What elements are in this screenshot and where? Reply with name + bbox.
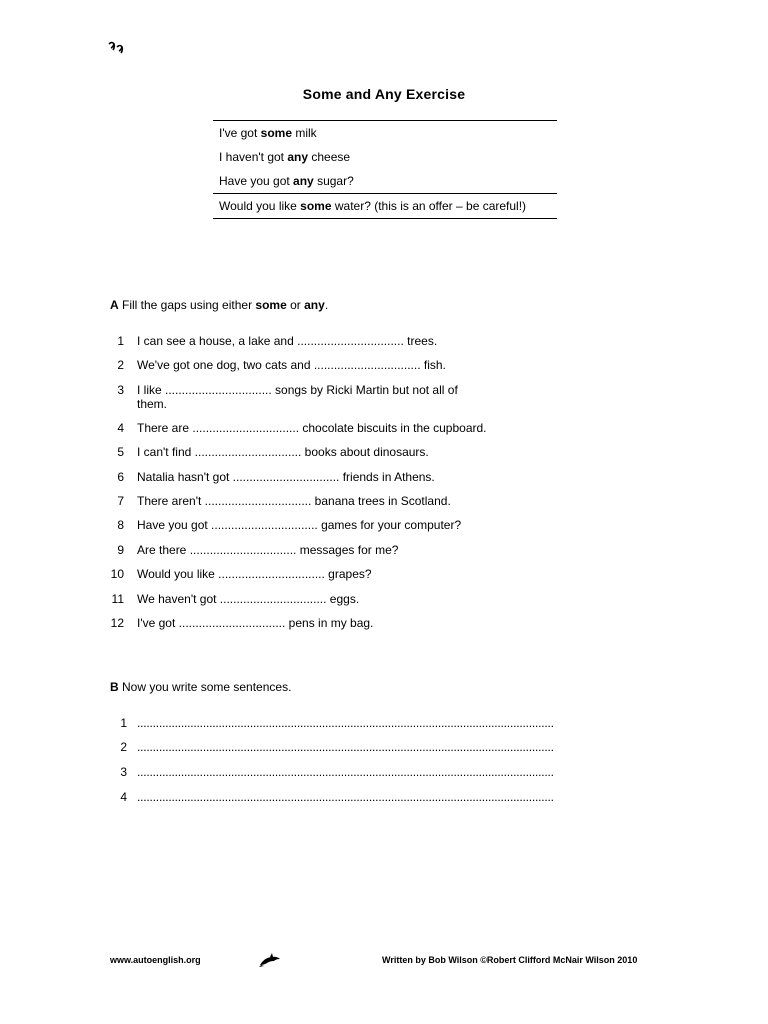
example-row: I've got some milk bbox=[213, 121, 557, 146]
item-text: Would you like ................................ grapes? bbox=[137, 567, 372, 581]
item-text-continued: them. bbox=[137, 397, 168, 411]
item-number: 12 bbox=[110, 616, 124, 630]
section-a-heading: A Fill the gaps using either some or any. bbox=[110, 298, 329, 312]
item-number: 3 bbox=[117, 383, 124, 397]
item-text: I can't find ................................ books about dinosaurs. bbox=[137, 445, 429, 459]
item-text: We haven't got ................................ eggs. bbox=[137, 592, 360, 606]
flying-birds-icon bbox=[108, 40, 126, 56]
page-title: Some and Any Exercise bbox=[302, 86, 466, 102]
line-number: 2 bbox=[120, 740, 127, 754]
writing-line: ..................................................................................................................................... bbox=[137, 716, 554, 730]
item-number: 6 bbox=[117, 470, 124, 484]
example-row: Have you got any sugar? bbox=[219, 174, 354, 188]
item-number: 2 bbox=[117, 358, 124, 372]
writing-line: ..................................................................................................................................... bbox=[137, 740, 554, 754]
examples-table bbox=[213, 120, 557, 219]
footer-website: www.autoenglish.org bbox=[110, 955, 201, 965]
example-row-offer: Would you like some water? (this is an offer – be careful!) bbox=[213, 194, 557, 219]
footer-credit: Written by Bob Wilson ©Robert Clifford McNair Wilson 2010 bbox=[382, 955, 638, 965]
section-b-heading: B Now you write some sentences. bbox=[110, 680, 292, 694]
example-row: I haven't got any cheese bbox=[219, 150, 351, 164]
item-text: We've got one dog, two cats and ................................ fish. bbox=[137, 358, 446, 372]
writing-line: ..................................................................................................................................... bbox=[137, 790, 554, 804]
item-number: 8 bbox=[117, 518, 124, 532]
item-number: 4 bbox=[117, 421, 124, 435]
item-text: I've got ................................ pens in my bag. bbox=[137, 616, 374, 630]
item-text: I like ................................ songs by Ricki Martin but not all of bbox=[137, 383, 458, 397]
item-text: Are there ................................ messages for me? bbox=[137, 543, 399, 557]
item-text: I can see a house, a lake and ................................ trees. bbox=[137, 334, 438, 348]
item-number: 1 bbox=[117, 334, 124, 348]
item-number: 7 bbox=[117, 494, 124, 508]
line-number: 4 bbox=[120, 790, 127, 804]
item-text: There are ................................ chocolate biscuits in the cupboard. bbox=[137, 421, 487, 435]
writing-line: ..................................................................................................................................... bbox=[137, 765, 554, 779]
item-text: Have you got ................................ games for your computer? bbox=[137, 518, 462, 532]
item-text: Natalia hasn't got ................................ friends in Athens. bbox=[137, 470, 435, 484]
line-number: 1 bbox=[120, 716, 127, 730]
item-text: There aren't ................................ banana trees in Scotland. bbox=[137, 494, 451, 508]
item-number: 5 bbox=[117, 445, 124, 459]
dolphin-icon bbox=[258, 952, 282, 968]
item-number: 10 bbox=[110, 567, 124, 581]
line-number: 3 bbox=[120, 765, 127, 779]
item-number: 11 bbox=[111, 592, 124, 606]
item-number: 9 bbox=[117, 543, 124, 557]
